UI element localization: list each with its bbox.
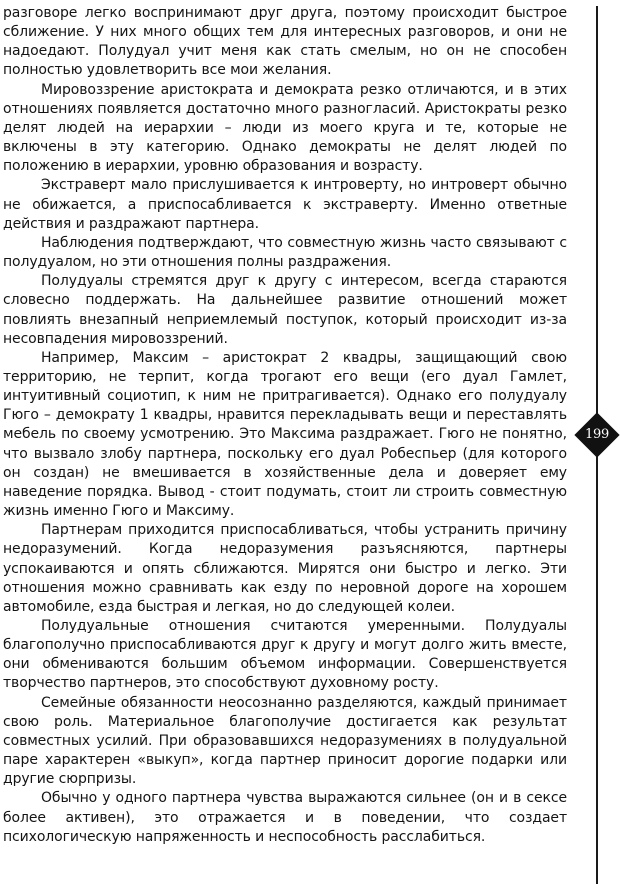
paragraph-7: Партнерам приходится приспосабливаться, чтобы устранить причину недоразумений. Когда недоразумения разъясняются, партнеры успокаиваются и опять сближаются. Мирятся они быстро и легко. Эти отношения можно сравнивать как езду по неровной дороге на хорошем автомобиле, езда быстрая и легкая, но до следующей колеи. (3, 522, 567, 615)
paragraph-1: разговоре легко воспринимают друг друга, поэтому происходит быстрое сближение. У них много общих тем для интересных разговоров, и они не надоедают. Полудуал учит меня как стать смелым, но он не способен полностью удовлетворить все мои желания. (3, 5, 567, 79)
body-text (3, 4, 567, 847)
paragraph-2: Мировоззрение аристократа и демократа резко отличаются, и в этих отношениях появляется достаточно много разногласий. Аристократы резко делят людей на иерархии – люди из моего круга и те, которые не включены в эту категорию. Однако демократы не делят людей по положению в иерархии, уровню образования и возрасту. (3, 81, 567, 175)
page-number: 199 (585, 427, 609, 442)
paragraph-9: Семейные обязанности неосознанно разделяются, каждый принимает свою роль. Материальное благополучие достигается как результат совместных усилий. При образовавшихся недоразумениях в полудуальной паре характерен «выкуп», когда партнер приносит дорогие подарки или другие сюрпризы. (3, 694, 567, 788)
paragraph-8: Полудуальные отношения считаются умеренными. Полудуалы благополучно приспосабливаются друг к другу и могут долго жить вместе, они обмениваются большим объемом информации. Совершенствуется творчество партнеров, это способствуют духовному росту. (3, 618, 567, 692)
paragraph-5: Полудуалы стремятся друг к другу с интересом, всегда стараются словесно поддержать. На дальнейшее развитие отношений может повлиять внезапный неприемлемый поступок, который происходит из-за несовпадения мировоззрений. (3, 273, 567, 347)
paragraph-4: Наблюдения подтверждают, что совместную жизнь часто связывают с полудуалом, но эти отношения полны раздражения. (3, 234, 567, 271)
paragraph-10: Обычно у одного партнера чувства выражаются сильнее (он и в сексе более активен), это отражается и в поведении, что создает психологическую напряженность и неспособность расслабиться. (3, 790, 567, 845)
paragraph-3: Экстраверт мало прислушивается к интроверту, но интроверт обычно не обижается, а приспосабливается к экстраверту. Именно ответные действия и раздражают партнера. (3, 177, 567, 232)
page-number-badge (574, 412, 620, 458)
paragraph-6: Например, Максим – аристократ 2 квадры, защищающий свою территорию, не терпит, когда трогают его вещи (его дуал Гамлет, интуитивный социотип, к ним не притрагивается). Однако его полудуалу Гюго – демократу 1 квадры, нравится перекладывать вещи и переставлять мебель по своему усмотрению. Это Максима раздражает. Гюго не понятно, что вызвало злобу партнера, поскольку его дуал Робеспьер (для которого он создан) не вмешивается в хозяйственные дела и доверяет ему наведение порядка. Вывод - стоит подумать, стоит ли строить совместную жизнь именно Гюго и Максиму. (3, 349, 567, 520)
